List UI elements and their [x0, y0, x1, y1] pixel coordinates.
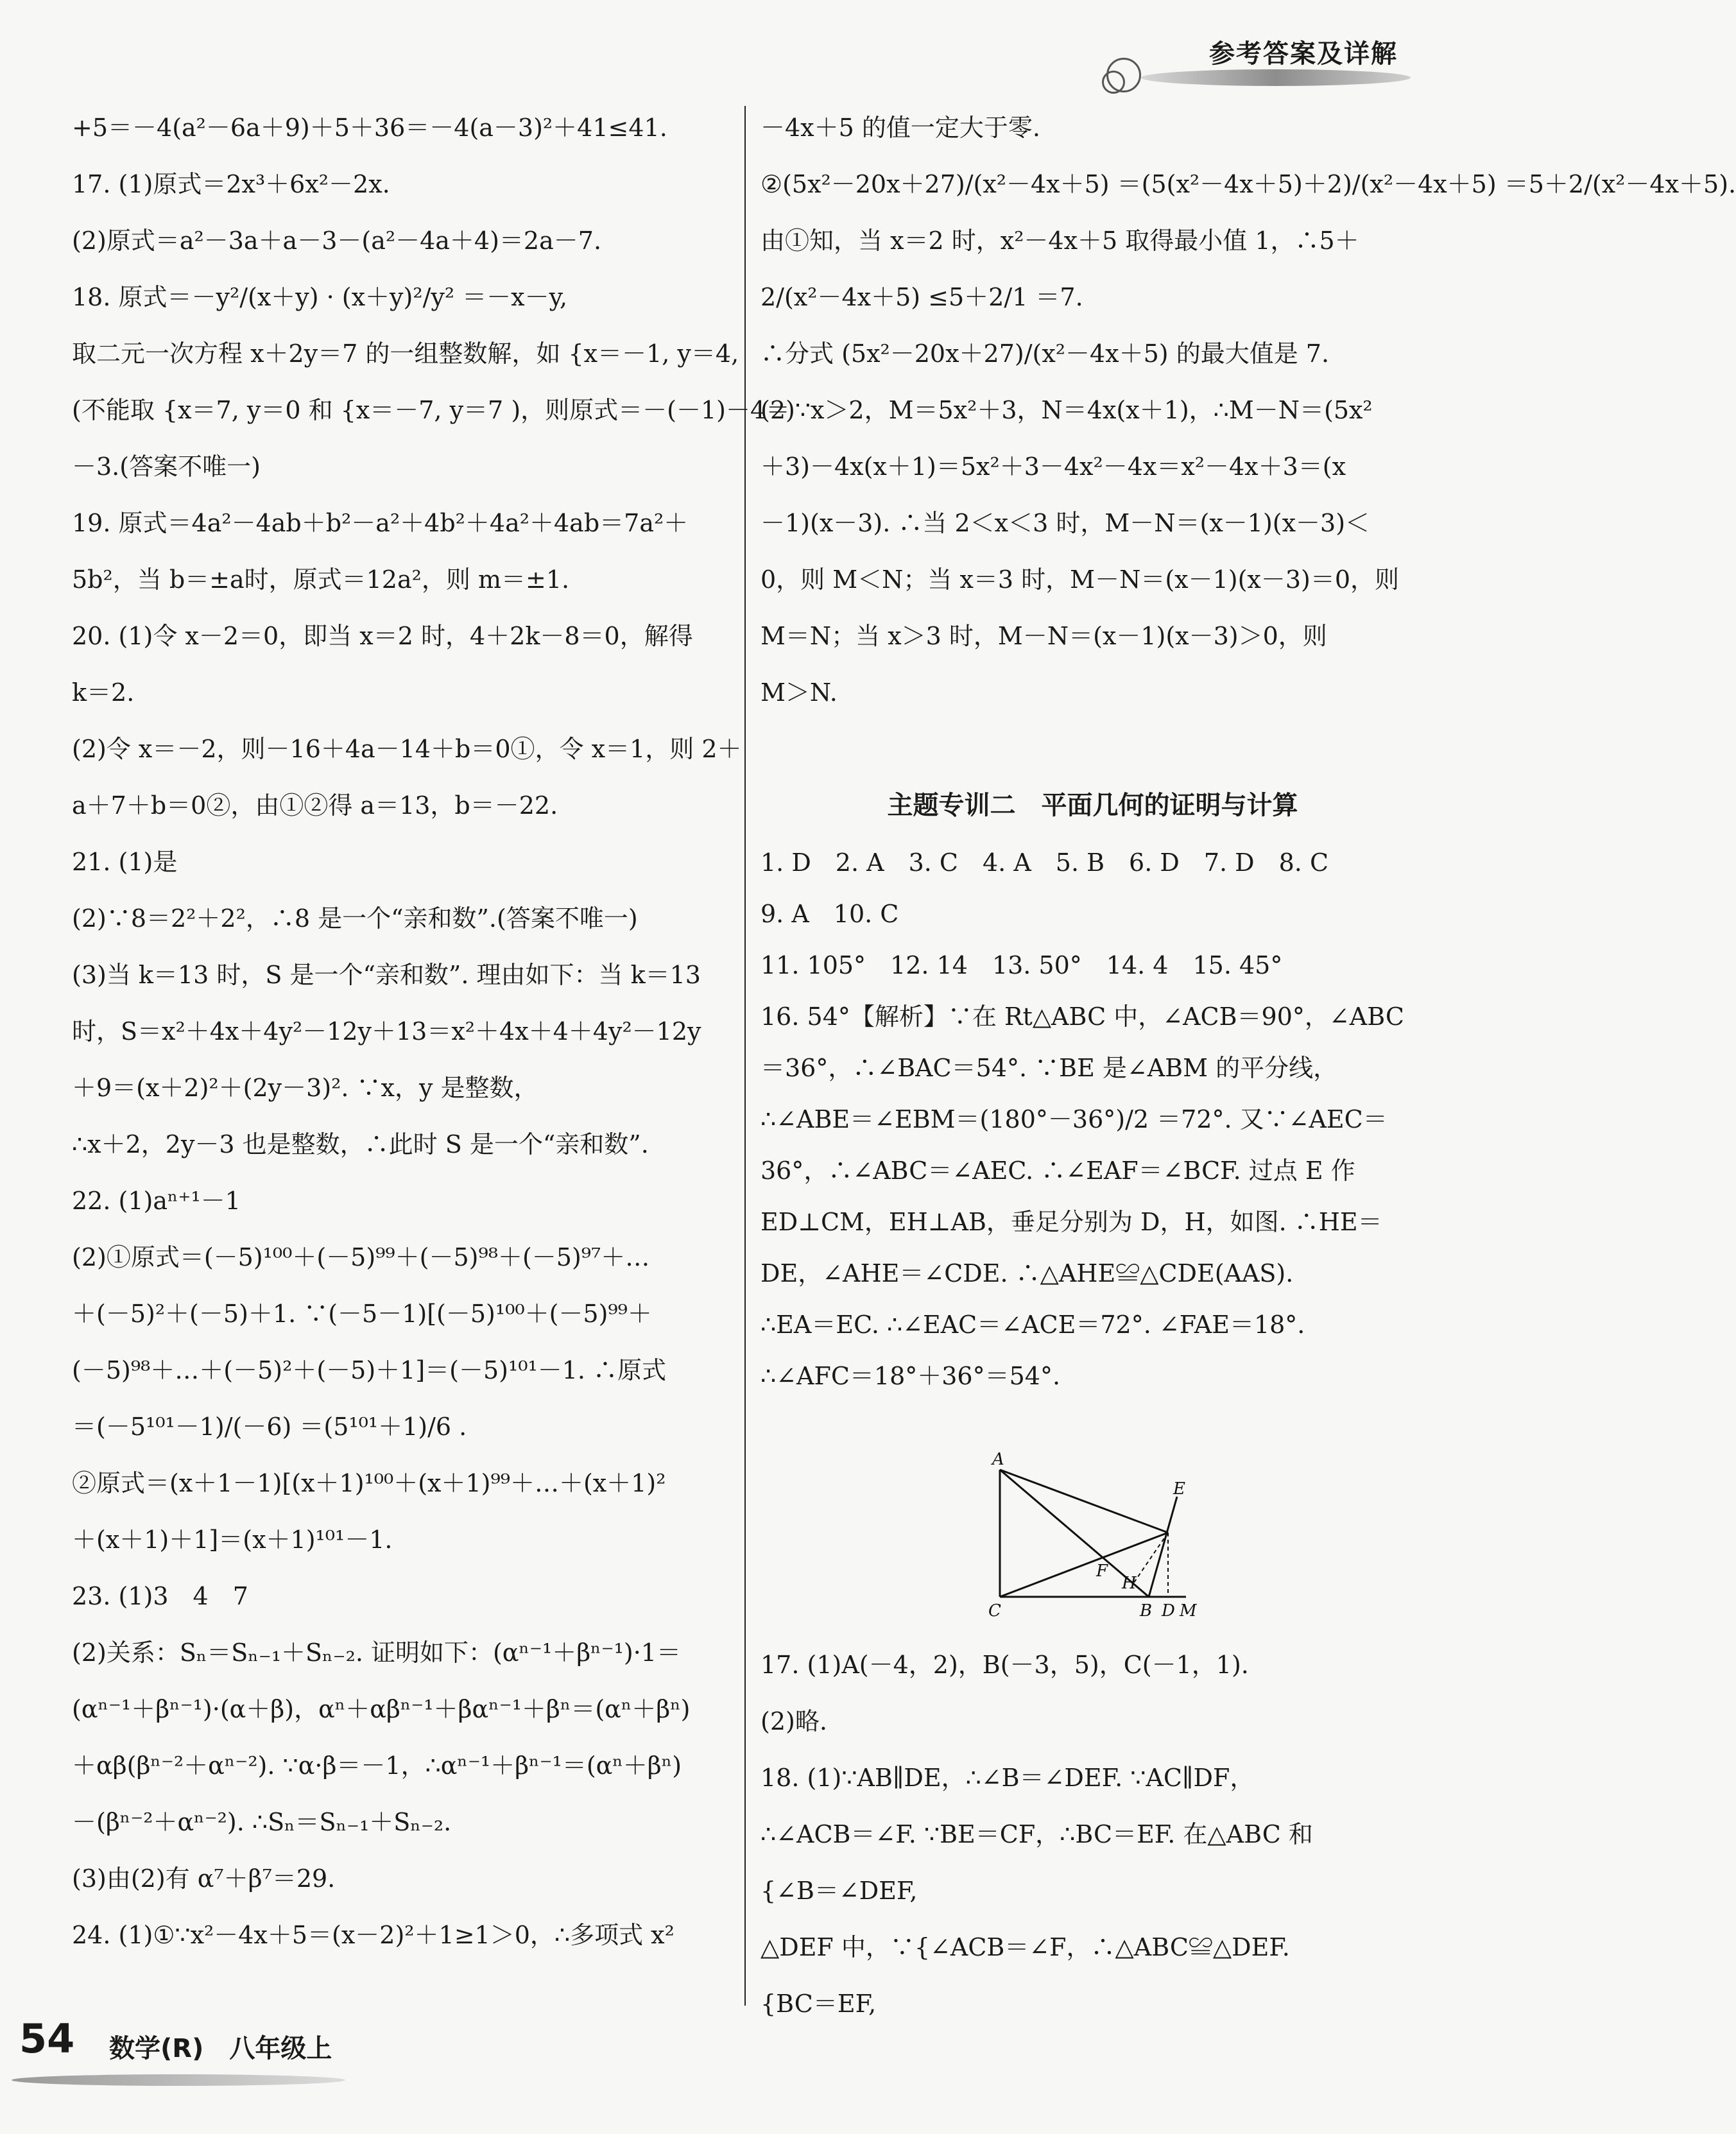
label-d: D [1162, 1601, 1175, 1621]
left-text-line: －(βⁿ⁻²＋αⁿ⁻²). ∴Sₙ＝Sₙ₋₁＋Sₙ₋₂. [72, 1808, 452, 1836]
left-text-line: 时，S＝x²＋4x＋4y²－12y＋13＝x²＋4x＋4＋4y²－12y [72, 1017, 701, 1045]
segment-ae [1000, 1470, 1168, 1533]
answer-text-line: ∴EA＝EC. ∴∠EAC＝∠ACE＝72°. ∠FAE＝18°. [761, 1311, 1305, 1339]
left-text-line: (2)关系：Sₙ＝Sₙ₋₁＋Sₙ₋₂. 证明如下：(αⁿ⁻¹＋βⁿ⁻¹)·1＝ [72, 1639, 681, 1667]
answer-text-line: 11. 105° 12. 14 13. 50° 14. 4 15. 45° [761, 951, 1283, 979]
label-b: B [1140, 1601, 1153, 1621]
answer-text-line: ED⊥CM，EH⊥AB，垂足分别为 D，H，如图. ∴HE＝ [761, 1208, 1382, 1236]
column-divider [744, 106, 746, 2006]
right-text-line: 2/(x²－4x＋5) ≤5＋2/1 ＝7. [761, 283, 1083, 311]
left-text-line: 22. (1)aⁿ⁺¹－1 [72, 1187, 241, 1215]
header-ring-small-icon [1102, 71, 1125, 94]
left-text-line: 20. (1)令 x－2＝0，即当 x＝2 时，4＋2k－8＝0，解得 [72, 622, 693, 650]
answer-text-line: 18. (1)∵AB∥DE，∴∠B＝∠DEF. ∵AC∥DF， [761, 1764, 1255, 1792]
left-text-line: +5＝－4(a²－6a＋9)＋5＋36＝－4(a－3)²＋41≤41. [72, 114, 667, 142]
left-text-line: －3.(答案不唯一) [72, 452, 261, 481]
answer-text-line: (2)略. [761, 1707, 827, 1735]
footer-swoosh [12, 2074, 345, 2086]
answer-text-line: ∴∠ACB＝∠F. ∵BE＝CF，∴BC＝EF. 在△ABC 和 [761, 1820, 1313, 1848]
answer-text-line: {BC＝EF, [761, 1990, 877, 2018]
left-text-line: a＋7＋b＝0②，由①②得 a＝13，b＝－22. [72, 791, 558, 820]
left-text-line: (不能取 {x＝7, y＝0 和 {x＝－7, y＝7 )，则原式＝－(－1)－4＝ [72, 396, 791, 424]
left-text-line: (3)由(2)有 α⁷＋β⁷＝29. [72, 1864, 336, 1893]
answer-text-line: 17. (1)A(－4，2)，B(－3，5)，C(－1，1). [761, 1651, 1249, 1679]
footer-subject: 数学(R) 八年级上 [109, 2034, 332, 2063]
page-number: 54 [19, 2015, 75, 2062]
left-text-line: ＋(－5)²＋(－5)＋1. ∵(－5－1)[(－5)¹⁰⁰＋(－5)⁹⁹＋ [72, 1300, 652, 1328]
geometry-figure [981, 1450, 1212, 1624]
left-text-line: (3)当 k＝13 时，S 是一个“亲和数”. 理由如下：当 k＝13 [72, 961, 701, 989]
left-text-line: (2)①原式＝(－5)¹⁰⁰＋(－5)⁹⁹＋(－5)⁹⁸＋(－5)⁹⁷＋… [72, 1243, 650, 1271]
left-text-line: (2)∵8＝2²＋2²，∴8 是一个“亲和数”.(答案不唯一) [72, 904, 638, 933]
segment-be [1149, 1497, 1177, 1597]
label-h: H [1122, 1574, 1137, 1593]
left-text-line: ＋9＝(x＋2)²＋(2y－3)². ∵x，y 是整数， [72, 1074, 538, 1102]
left-text-line: 18. 原式＝－y²/(x＋y) · (x＋y)²/y² ＝－x－y, [72, 283, 568, 311]
left-text-line: 24. (1)①∵x²－4x＋5＝(x－2)²＋1≥1＞0，∴多项式 x² [72, 1921, 675, 1949]
right-text-line: (2)∵x＞2，M＝5x²＋3，N＝4x(x＋1)，∴M－N＝(5x² [761, 396, 1373, 424]
left-text-line: 5b²，当 b＝±a时，原式＝12a²，则 m＝±1. [72, 565, 570, 594]
left-text-line: 23. (1)3 4 7 [72, 1582, 248, 1610]
left-text-line: ＋(x＋1)＋1]＝(x＋1)¹⁰¹－1. [72, 1526, 393, 1554]
left-text-line: (－5)⁹⁸＋…＋(－5)²＋(－5)＋1]＝(－5)¹⁰¹－1. ∴原式 [72, 1356, 667, 1384]
left-text-line: k＝2. [72, 678, 135, 707]
answer-text-line: 36°，∴∠ABC＝∠AEC. ∴∠EAF＝∠BCF. 过点 E 作 [761, 1157, 1355, 1185]
right-text-line: 由①知，当 x＝2 时，x²－4x＋5 取得最小值 1，∴5＋ [761, 227, 1359, 255]
label-a: A [992, 1450, 1004, 1469]
left-text-line: 取二元一次方程 x＋2y＝7 的一组整数解，如 {x＝－1, y＝4, [72, 340, 739, 368]
left-text-line: 21. (1)是 [72, 848, 178, 876]
right-text-line: －1)(x－3). ∴当 2＜x＜3 时，M－N＝(x－1)(x－3)＜ [761, 509, 1370, 537]
left-text-line: ②原式＝(x＋1－1)[(x＋1)¹⁰⁰＋(x＋1)⁹⁹＋…＋(x＋1)² [72, 1469, 666, 1497]
label-m: M [1180, 1601, 1197, 1621]
right-text-line: M＝N；当 x＞3 时，M－N＝(x－1)(x－3)＞0，则 [761, 622, 1327, 650]
answer-text-line: DE，∠AHE＝∠CDE. ∴△AHE≌△CDE(AAS). [761, 1259, 1294, 1287]
left-text-line: ＝(－5¹⁰¹－1)/(－6) ＝(5¹⁰¹＋1)/6 . [72, 1413, 467, 1441]
answer-text-line: ∴∠AFC＝18°＋36°＝54°. [761, 1362, 1061, 1390]
header-title: 参考答案及详解 [1209, 39, 1398, 69]
left-text-line: (2)原式＝a²－3a＋a－3－(a²－4a＋4)＝2a－7. [72, 227, 602, 255]
left-text-line: (2)令 x＝－2，则－16＋4a－14＋b＝0①，令 x＝1，则 2＋ [72, 735, 742, 763]
label-e: E [1173, 1479, 1185, 1499]
answer-text-line: ∴∠ABE＝∠EBM＝(180°－36°)/2 ＝72°. 又∵∠AEC＝ [761, 1105, 1388, 1133]
answer-text-line: {∠B＝∠DEF, [761, 1877, 918, 1905]
label-c: C [988, 1601, 1001, 1621]
left-text-line: ＋αβ(βⁿ⁻²＋αⁿ⁻²). ∵α·β＝－1，∴αⁿ⁻¹＋βⁿ⁻¹＝(αⁿ＋βⁿ) [72, 1751, 682, 1780]
answer-text-line: 9. A 10. C [761, 900, 899, 928]
section-title: 主题专训二 平面几何的证明与计算 [887, 791, 1298, 820]
right-text-line: ②(5x²－20x＋27)/(x²－4x＋5) ＝(5(x²－4x＋5)＋2)/(x²－4x＋5) ＝5＋2/(x²－4x＋5). [761, 170, 1736, 198]
answer-text-line: 1. D 2. A 3. C 4. A 5. B 6. D 7. D 8. C [761, 848, 1329, 877]
right-text-line: ∴分式 (5x²－20x＋27)/(x²－4x＋5) 的最大值是 7. [761, 340, 1330, 368]
right-text-line: ＋3)－4x(x＋1)＝5x²＋3－4x²－4x＝x²－4x＋3＝(x [761, 452, 1346, 481]
left-text-line: 17. (1)原式＝2x³＋6x²－2x. [72, 170, 390, 198]
right-text-line: －4x＋5 的值一定大于零. [761, 114, 1040, 142]
right-text-line: 0，则 M＜N；当 x＝3 时，M－N＝(x－1)(x－3)＝0，则 [761, 565, 1400, 594]
right-text-line: M＞N. [761, 678, 838, 707]
answer-text-line: △DEF 中，∵{∠ACB＝∠F，∴△ABC≌△DEF. [761, 1933, 1290, 1961]
left-text-line: 19. 原式＝4a²－4ab＋b²－a²＋4b²＋4a²＋4ab＝7a²＋ [72, 509, 689, 537]
left-text-line: (αⁿ⁻¹＋βⁿ⁻¹)·(α＋β)，αⁿ＋αβⁿ⁻¹＋βαⁿ⁻¹＋βⁿ＝(αⁿ＋βⁿ) [72, 1695, 691, 1723]
left-text-line: ∴x＋2，2y－3 也是整数，∴此时 S 是一个“亲和数”. [72, 1130, 649, 1158]
label-f: F [1096, 1562, 1108, 1581]
header-swoosh [1141, 69, 1411, 86]
answer-text-line: 16. 54°【解析】∵在 Rt△ABC 中，∠ACB＝90°，∠ABC [761, 1002, 1404, 1031]
answer-text-line: ＝36°，∴∠BAC＝54°. ∵BE 是∠ABM 的平分线， [761, 1054, 1338, 1082]
